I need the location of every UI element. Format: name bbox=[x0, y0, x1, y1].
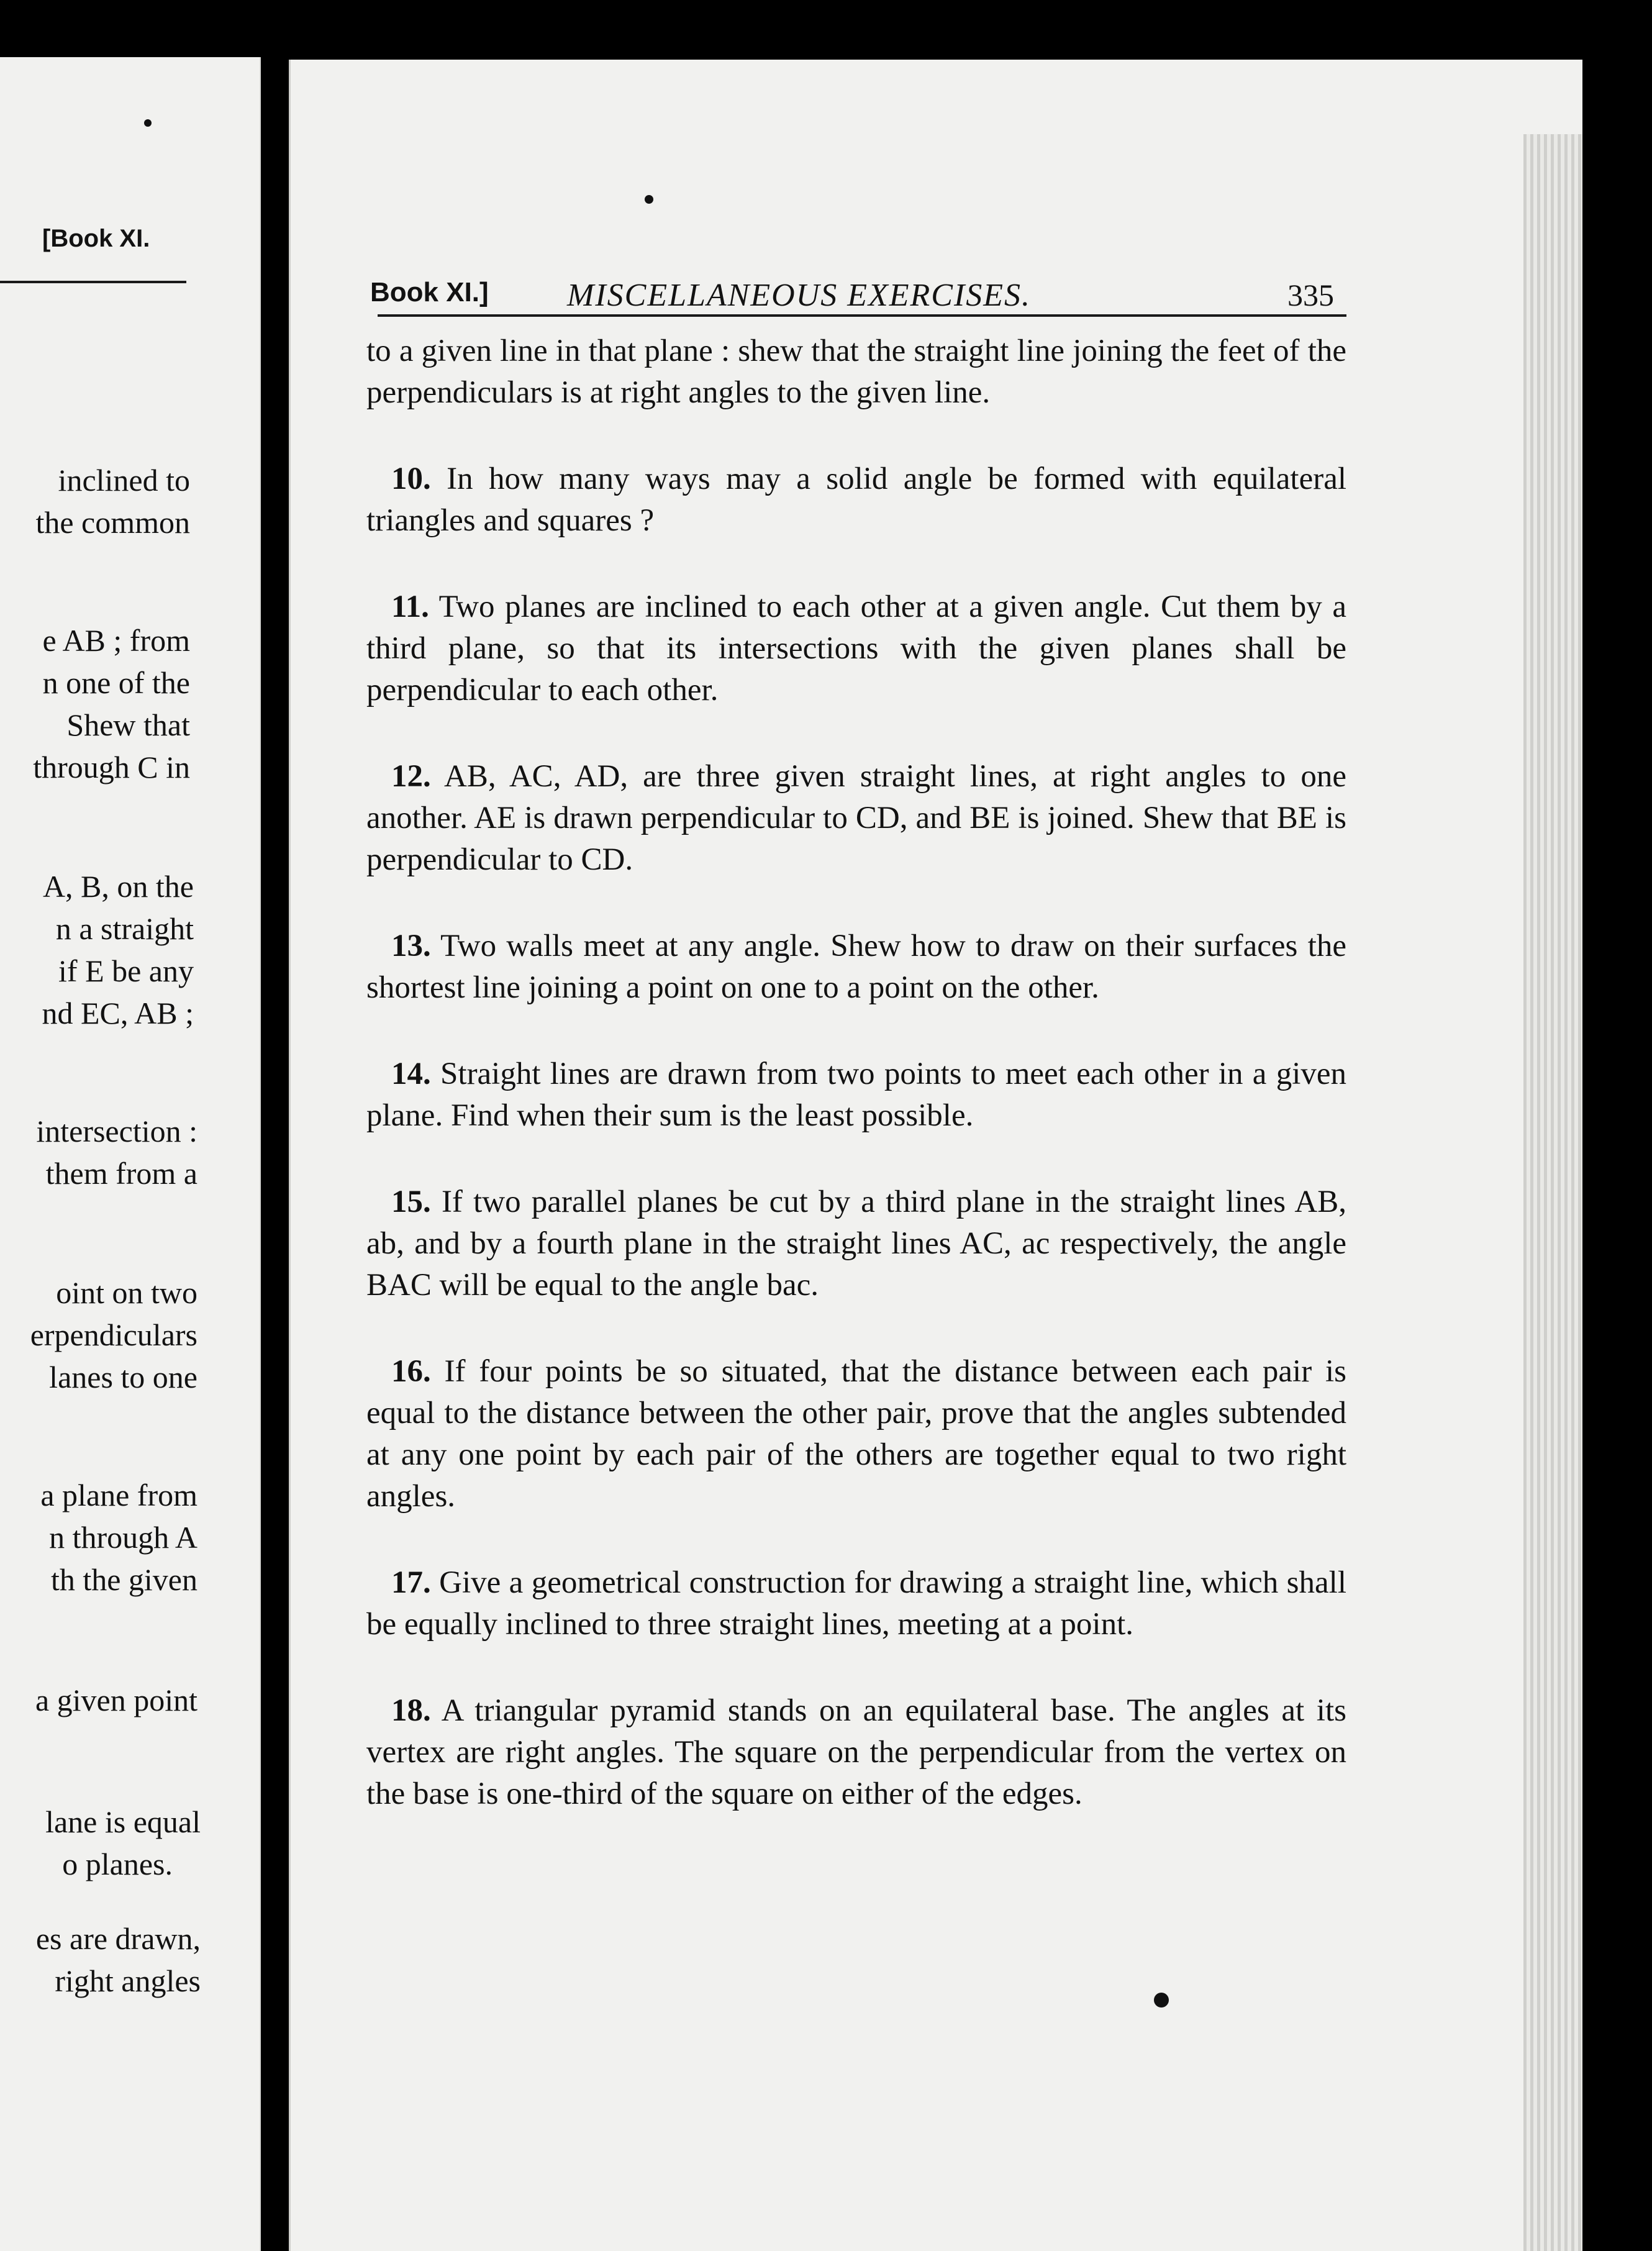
left-fragment: the common bbox=[35, 505, 190, 540]
exercise-10 bbox=[366, 458, 1346, 542]
exercise-17 bbox=[366, 1562, 1346, 1645]
exercise-text: Straight lines are drawn from two points to meet each other in a given plane. Find when their sum is the least possible. bbox=[366, 1057, 1347, 1133]
exercise-text: If two parallel planes be cut by a third plane in the straight lines AB, ab, and by a fourth plane in the straight lines AC, ac respectively, the angle BAC will be equal to the angle bac. bbox=[366, 1185, 1346, 1303]
exercise-number: 11. bbox=[391, 589, 429, 624]
exercise-number: 12. bbox=[391, 759, 431, 794]
exercise-number: 10. bbox=[391, 462, 431, 496]
page-edge bbox=[1523, 134, 1582, 2251]
exercise-text: Two planes are inclined to each other at a given angle. Cut them by a third plane, so that its intersections with the given planes shall be perpendicular to each other. bbox=[366, 589, 1346, 707]
left-fragment: through C in bbox=[33, 750, 190, 784]
right-page bbox=[289, 60, 1582, 2251]
running-head-title: MISCELLANEOUS EXERCISES. bbox=[567, 278, 1032, 313]
left-fragment: inclined to bbox=[58, 463, 190, 498]
page-number: 335 bbox=[1287, 278, 1334, 312]
continued-paragraph: to a given line in that plane : shew that the straight line joining the feet of the perpendiculars is at right angles to the given line. bbox=[366, 334, 1346, 410]
exercise-16 bbox=[366, 1351, 1346, 1517]
exercise-text: Give a geometrical construction for drawing a straight line, which shall be equally inclined to three straight lines, meeting at a point. bbox=[366, 1565, 1346, 1642]
left-fragment: Shew that bbox=[66, 707, 190, 742]
exercise-15 bbox=[366, 1181, 1346, 1306]
exercise-number: 14. bbox=[391, 1057, 431, 1091]
left-page bbox=[0, 57, 261, 2251]
exercise-number: 17. bbox=[391, 1565, 431, 1600]
exercise-number: 13. bbox=[391, 929, 431, 963]
left-fragment: a given point bbox=[35, 1683, 197, 1717]
left-running-head: [Book XI. bbox=[42, 225, 150, 252]
exercise-11 bbox=[366, 586, 1346, 711]
exercise-12 bbox=[366, 756, 1346, 881]
left-fragment: nd EC, AB ; bbox=[42, 996, 194, 1030]
exercise-text: In how many ways may a solid angle be formed with equilateral triangles and squares ? bbox=[366, 462, 1346, 538]
left-fragment: es are drawn, bbox=[35, 1921, 201, 1956]
page-body bbox=[366, 330, 1346, 1860]
exercise-text: If four points be so situated, that the distance between each pair is equal to the distance between the other pair, prove that the angles subtended at any one point by each pair of the others are together equal to two right angles. bbox=[366, 1354, 1347, 1514]
exercise-text: Two walls meet at any angle. Shew how to draw on their surfaces the shortest line joining a point on one to a point on the other. bbox=[366, 929, 1346, 1005]
running-head-book: Book XI.] bbox=[370, 277, 489, 307]
exercise-text: A triangular pyramid stands on an equilateral base. The angles at its vertex are right angles. The square on the perpendicular from the vertex on the base is one-third of the square on either of the edges. bbox=[366, 1693, 1346, 1811]
left-fragment: intersection : bbox=[36, 1114, 197, 1148]
left-fragment: n one of the bbox=[42, 665, 190, 700]
left-fragment: erpendiculars bbox=[30, 1317, 197, 1352]
ink-speck bbox=[1154, 1993, 1169, 2008]
exercise-14 bbox=[366, 1053, 1346, 1137]
left-fragment: o planes. bbox=[62, 1847, 173, 1881]
left-fragment: oint on two bbox=[56, 1275, 197, 1310]
exercise-18 bbox=[366, 1690, 1346, 1815]
exercise-13 bbox=[366, 925, 1346, 1009]
left-fragment: e AB ; from bbox=[42, 623, 190, 658]
left-fragment: a plane from bbox=[40, 1478, 197, 1512]
left-header-rule bbox=[0, 281, 186, 283]
exercise-text: AB, AC, AD, are three given straight lines, at right angles to one another. AE is drawn perpendicular to CD, and BE is joined. Shew that BE is perpendicular to CD. bbox=[366, 759, 1346, 877]
exercise-number: 16. bbox=[391, 1354, 431, 1389]
left-fragment: n a straight bbox=[55, 911, 194, 946]
left-fragment: n through A bbox=[49, 1520, 197, 1555]
left-fragment: lane is equal bbox=[45, 1804, 201, 1839]
exercise-number: 15. bbox=[391, 1185, 431, 1219]
left-fragment: if E be any bbox=[58, 953, 194, 988]
left-fragment: right angles bbox=[55, 1963, 201, 1998]
left-fragment: A, B, on the bbox=[42, 869, 194, 904]
left-fragment: th the given bbox=[50, 1562, 197, 1597]
header-rule bbox=[378, 314, 1346, 317]
left-fragment: them from a bbox=[45, 1156, 197, 1191]
left-fragment: lanes to one bbox=[49, 1360, 197, 1394]
ink-speck bbox=[645, 195, 653, 204]
exercise-number: 18. bbox=[391, 1693, 431, 1728]
ink-speck bbox=[144, 119, 152, 127]
